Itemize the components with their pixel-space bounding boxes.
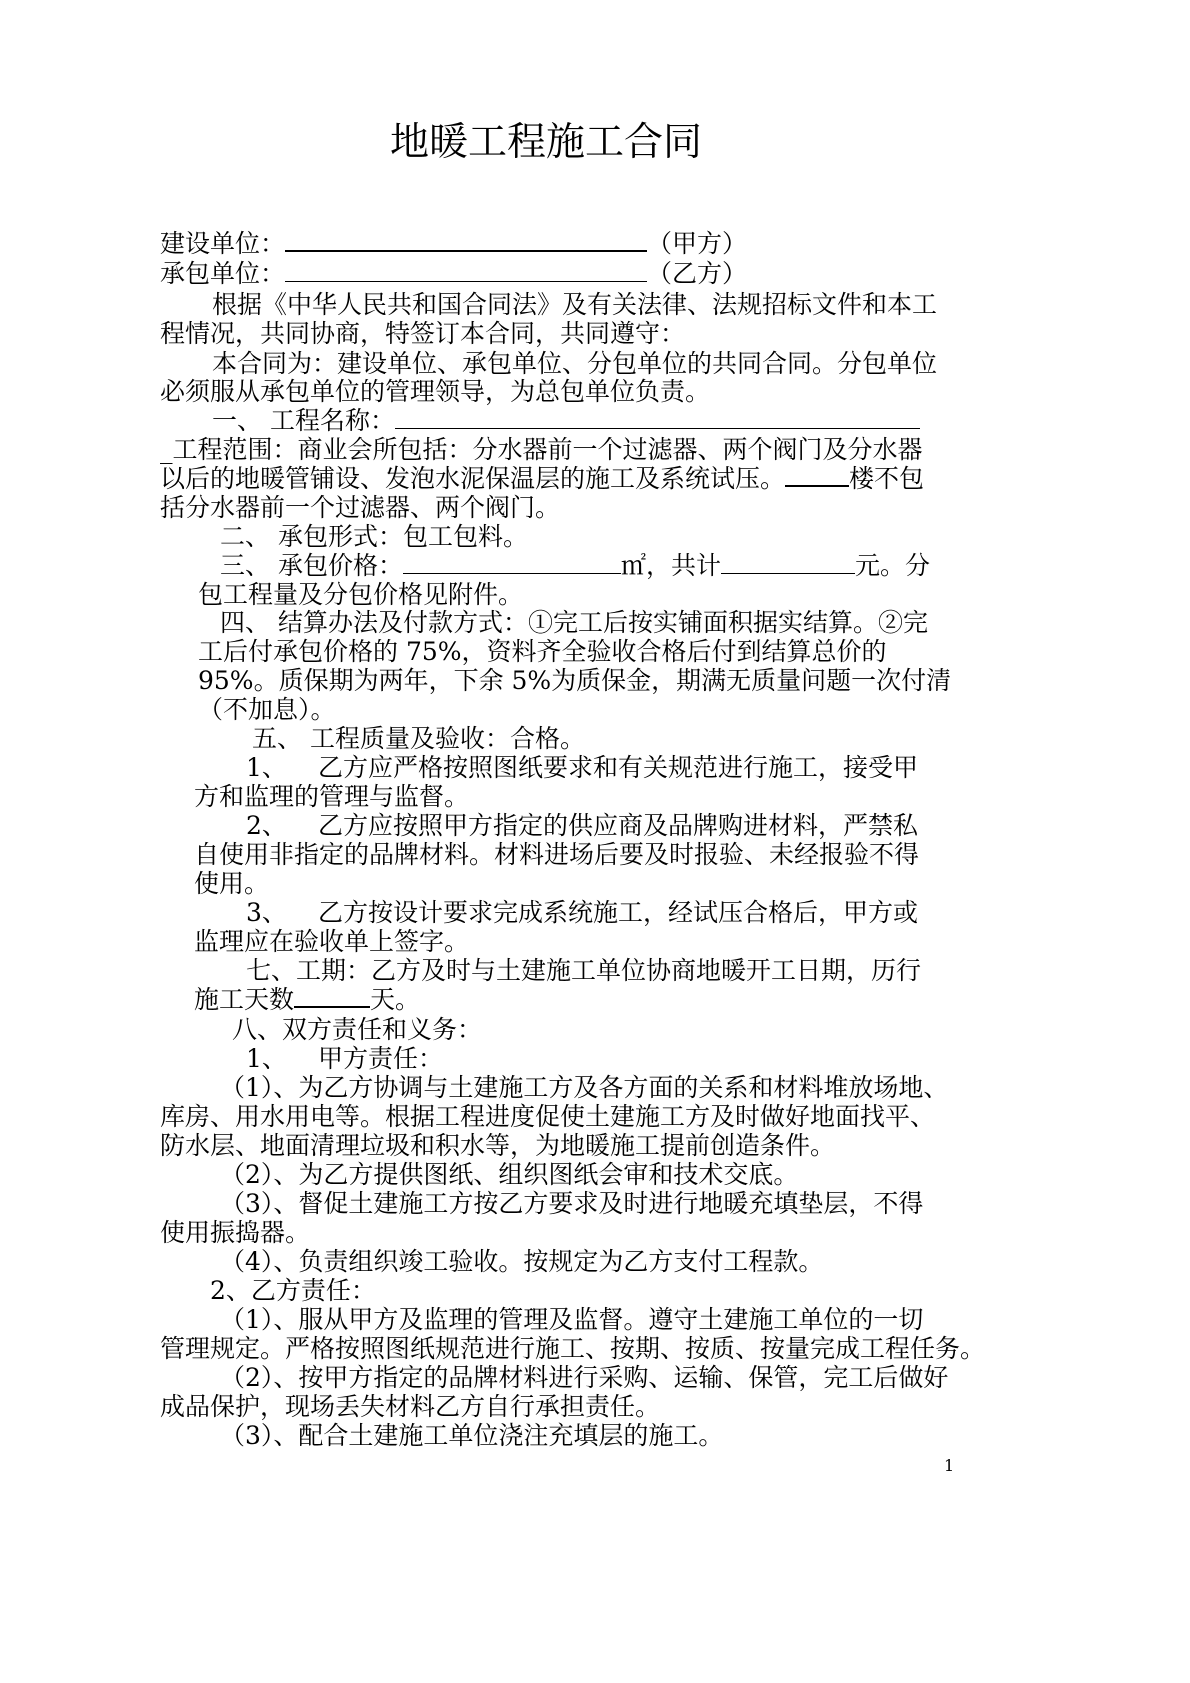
scope-line bbox=[160, 463, 924, 495]
section-1-line bbox=[212, 405, 920, 437]
section-8-line: 八、双方责任和义务： bbox=[232, 1015, 483, 1044]
party-b-blank bbox=[285, 259, 647, 282]
party-a-duty-line: 使用振捣器。 bbox=[160, 1218, 311, 1247]
section-7-suffix: 天。 bbox=[370, 985, 421, 1014]
party-a-duty-line: （2）、为乙方提供图纸、组织图纸会审和技术交底。 bbox=[220, 1160, 799, 1189]
party-b-duty-line: 成品保护，现场丢失材料乙方自行承担责任。 bbox=[160, 1392, 661, 1421]
quality-item-text: 自使用非指定的品牌材料。材料进场后要及时报验、未经报验不得 bbox=[194, 840, 920, 869]
party-a-duty-line: 库房、用水用电等。根据工程进度促使土建施工方及时做好地面找平、 bbox=[160, 1102, 936, 1131]
total-blank bbox=[721, 551, 855, 574]
party-a-duty-line: （4）、负责组织竣工验收。按规定为乙方支付工程款。 bbox=[220, 1247, 824, 1276]
party-b-line bbox=[160, 258, 747, 290]
section-3-yuan: 元。分 bbox=[854, 551, 930, 580]
scope-line: 括分水器前一个过滤器、两个阀门。 bbox=[160, 493, 561, 522]
party-a-duty-line: （3）、督促土建施工方按乙方要求及时进行地暖充填垫层，不得 bbox=[220, 1189, 924, 1218]
section-4-line: 四、 结算办法及付款方式：①完工后按实铺面积据实结算。②完 bbox=[220, 608, 928, 637]
scope-text: 楼不包 bbox=[849, 464, 925, 493]
scope-text: 以后的地暖管铺设、发泡水泥保温层的施工及系统试压。 bbox=[160, 464, 786, 493]
building-blank bbox=[785, 463, 849, 487]
party-b-duty-line: （1）、服从甲方及监理的管理及监督。遵守土建施工单位的一切 bbox=[220, 1305, 924, 1334]
document-title: 地暖工程施工合同 bbox=[390, 120, 703, 165]
intro-line: 必须服从承包单位的管理领导，为总包单位负责。 bbox=[160, 377, 711, 406]
section-5-line: 五、 工程质量及验收：合格。 bbox=[252, 724, 585, 753]
project-name-blank bbox=[395, 406, 920, 429]
party-a-suffix: （甲方） bbox=[647, 229, 748, 258]
party-a-label: 建设单位： bbox=[160, 229, 286, 258]
party-a-duty-title: 甲方责任： bbox=[318, 1044, 444, 1073]
party-b-duty-line: （3）、配合土建施工单位浇注充填层的施工。 bbox=[220, 1421, 724, 1450]
party-b-suffix: （乙方） bbox=[647, 259, 748, 288]
party-a-duty-number: 1、 bbox=[246, 1044, 287, 1073]
quality-item-number: 1、 bbox=[246, 753, 287, 782]
section-3-line bbox=[220, 550, 930, 582]
party-b-duty-line: （2）、按甲方指定的品牌材料进行采购、运输、保管，完工后做好 bbox=[220, 1363, 949, 1392]
duration-blank bbox=[294, 984, 370, 1008]
quality-item-number: 3、 bbox=[246, 898, 287, 927]
party-a-duty-line: 防水层、地面清理垃圾和积水等，为地暖施工提前创造条件。 bbox=[160, 1131, 836, 1160]
intro-line: 根据《中华人民共和国合同法》及有关法律、法规招标文件和本工 bbox=[212, 290, 938, 319]
intro-line: 程情况，共同协商，特签订本合同，共同遵守： bbox=[160, 319, 686, 348]
intro-line: 本合同为：建设单位、承包单位、分包单位的共同合同。分包单位 bbox=[212, 349, 938, 378]
party-b-label: 承包单位： bbox=[160, 259, 286, 288]
quality-item-text: 乙方按设计要求完成系统施工，经试压合格后，甲方或 bbox=[318, 898, 919, 927]
section-7-prefix: 施工天数 bbox=[194, 985, 295, 1014]
section-3-label: 三、 承包价格： bbox=[220, 551, 403, 580]
quality-item-text: 乙方应按照甲方指定的供应商及品牌购进材料，严禁私 bbox=[318, 811, 919, 840]
quality-item-text: 使用。 bbox=[194, 869, 270, 898]
party-a-blank bbox=[285, 228, 647, 252]
quality-item-number: 2、 bbox=[246, 811, 287, 840]
page-number: 1 bbox=[944, 1456, 955, 1475]
section-2-line: 二、 承包形式：包工包料。 bbox=[220, 522, 528, 551]
party-b-duty-line: 管理规定。严格按照图纸规范进行施工、按期、按质、按量完成工程任务。 bbox=[160, 1334, 986, 1363]
party-b-duty-title: 2、乙方责任： bbox=[210, 1276, 376, 1305]
scope-line: _工程范围：商业会所包括：分水器前一个过滤器、两个阀门及分水器 bbox=[160, 435, 923, 464]
party-a-line bbox=[160, 228, 747, 260]
section-7-line bbox=[194, 984, 420, 1016]
section-7-line: 七、工期：乙方及时与土建施工单位协商地暖开工日期，历行 bbox=[246, 956, 922, 985]
quality-item-text: 方和监理的管理与监督。 bbox=[194, 782, 470, 811]
section-3-line: 包工程量及分包价格见附件。 bbox=[198, 580, 524, 609]
section-3-unit: ㎡，共计 bbox=[620, 551, 721, 580]
quality-item-text: 乙方应严格按照图纸要求和有关规范进行施工，接受甲 bbox=[318, 753, 919, 782]
section-4-line: （不加息）。 bbox=[198, 695, 336, 724]
price-blank bbox=[403, 551, 621, 574]
section-1-label: 一、 工程名称： bbox=[212, 406, 395, 435]
party-a-duty-line: （1）、为乙方协调与土建施工方及各方面的关系和材料堆放场地、 bbox=[220, 1073, 949, 1102]
quality-item-text: 监理应在验收单上签字。 bbox=[194, 927, 470, 956]
section-4-line: 95%。质保期为两年，下余 5%为质保金，期满无质量问题一次付清 bbox=[198, 666, 952, 695]
section-4-line: 工后付承包价格的 75%，资料齐全验收合格后付到结算总价的 bbox=[198, 637, 887, 666]
